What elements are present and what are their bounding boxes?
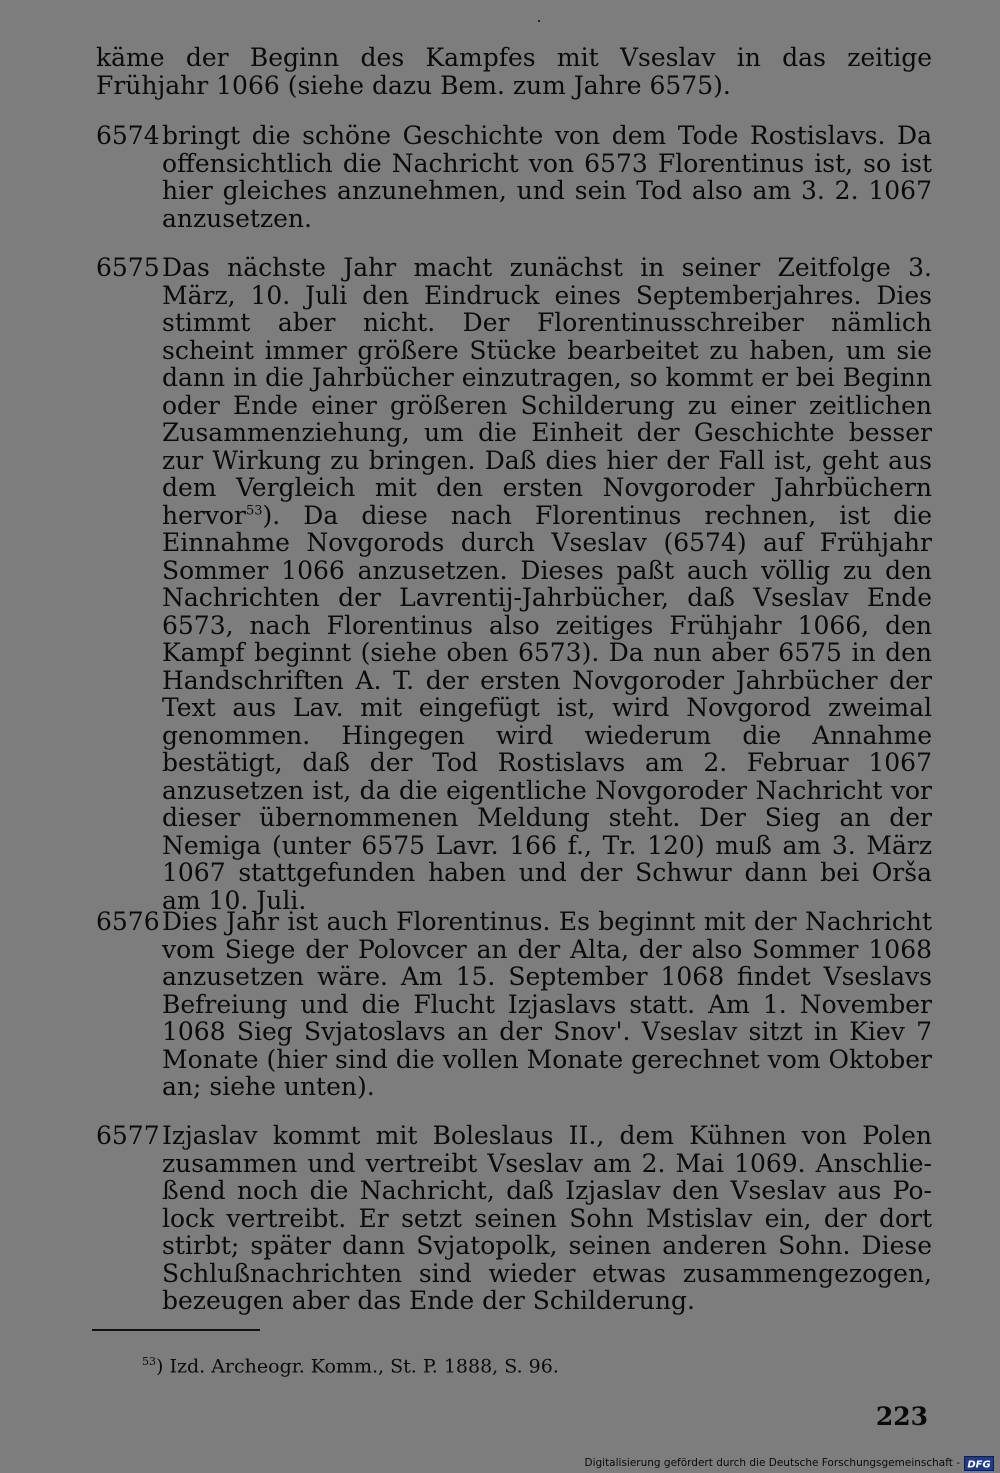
dfg-logo-icon[interactable]	[964, 1456, 994, 1471]
entry-text	[162, 254, 932, 914]
year-entry-6574	[96, 122, 932, 232]
year-entry-6575	[96, 254, 932, 914]
entry-text-part-2: ). Da diese nach Florentinus rechnen, ist die Einnahme Novgorods durch Vseslav (6574) auf Frühjahr Sommer 1066 anzusetzen. Dieses paßt auch völlig zu den Nachrichten der Lavrentij-Jahrbücher, daß Vseslav Ende 6573, nach Florentinus also zeitiges Frühjahr 1066, den Kampf beginnt (siehe oben 6573). Da nun aber 6575 in den Handschriften A. T. der ersten Novgoroder Jahrbücher der Text aus Lav. mit eingefügt ist, wird Novgorod zweimal genommen. Hingegen wird wiederum die Annahme bestätigt, daß der Tod Rostislavs am 2. Februar 1067 anzusetzen ist, da die eigentliche Novgoroder Nachricht vor dieser übernommenen Meldung steht. Der Sieg an der Nemiga (unter 6575 Lavr. 166 f., Tr. 120) muß am 3. März 1067 stattgefunden haben und der Schwur dann bei Orša am 10. Juli.	[162, 500, 932, 915]
entry-text: Dies Jahr ist auch Florentinus. Es beginnt mit der Nachricht vom Siege der Polovcer an der Alta, der also Sommer 1068 anzusetzen wäre. Am 15. September 1068 findet Vseslavs Befreiung und die Flucht Izjaslavs statt. Am 1. November 1068 Sieg Svjatoslavs an der Snov'. Vseslav sitzt in Kiev 7 Monate (hier sind die vollen Monate gerechnet vom Oktober an; siehe unten).	[162, 907, 932, 1101]
year-entry-6576	[96, 908, 932, 1101]
year-number: 6577	[96, 1121, 160, 1150]
page-number: 223	[875, 1402, 928, 1431]
footnote	[142, 1350, 559, 1378]
funding-note	[584, 1455, 994, 1471]
scan-speck	[538, 20, 540, 22]
intro-paragraph: käme der Beginn des Kampfes mit Vseslav in das zeitige Frühjahr 1066 (siehe dazu Bem. zum Jahre 6575).	[96, 43, 932, 100]
year-number: 6575	[96, 253, 160, 282]
footnote-marker: 53	[142, 1355, 156, 1368]
entry-text: bringt die schöne Geschichte von dem Tode Rostislavs. Da offensichtlich die Nachricht von 6573 Florentinus ist, so ist hier gleiches anzunehmen, und sein Tod also am 3. 2. 1067 anzusetzen.	[162, 121, 932, 233]
footnote-reference[interactable]: 53	[245, 503, 263, 519]
funding-text: Digitalisierung gefördert durch die Deutsche Forschungsgemeinschaft -	[584, 1457, 960, 1469]
entry-text: Izjaslav kommt mit Boleslaus II., dem Kühnen von Polen zusammen und vertreibt Vseslav am 2. Mai 1069. Anschließend noch die Nachricht, daß Izjaslav den Vseslav aus Polock vertreibt. Er setzt seinen Sohn Mstislav ein, der dort stirbt; später dann Svjatopolk, seinen anderen Sohn. Diese Schlußnachrichten sind wieder etwas zusammengezogen, bezeugen aber das Ende der Schilderung.	[162, 1121, 932, 1315]
year-number: 6574	[96, 121, 160, 150]
footnote-divider	[92, 1329, 260, 1331]
year-entry-6577	[96, 1122, 932, 1315]
dfg-logo-label: DFG	[967, 1459, 991, 1470]
footnote-text: ) Izd. Archeogr. Komm., St. P. 1888, S. 96.	[156, 1355, 559, 1378]
entry-text-part-1: Das nächste Jahr macht zunächst in seiner Zeitfolge 3. März, 10. Juli den Eindruck eines Septemberjahres. Dies stimmt aber nicht. Der Florentinusschreiber nämlich scheint immer größere Stücke bearbeitet zu haben, um sie dann in die Jahrbücher einzutragen, so kommt er bei Beginn oder Ende einer größeren Schilderung zu einer zeitlichen Zusammenziehung, um die Einheit der Geschichte besser zur Wirkung zu bringen. Daß dies hier der Fall ist, geht aus dem Vergleich mit den ersten Novgoroder Jahrbüchern hervor	[162, 253, 932, 530]
year-number: 6576	[96, 907, 160, 936]
